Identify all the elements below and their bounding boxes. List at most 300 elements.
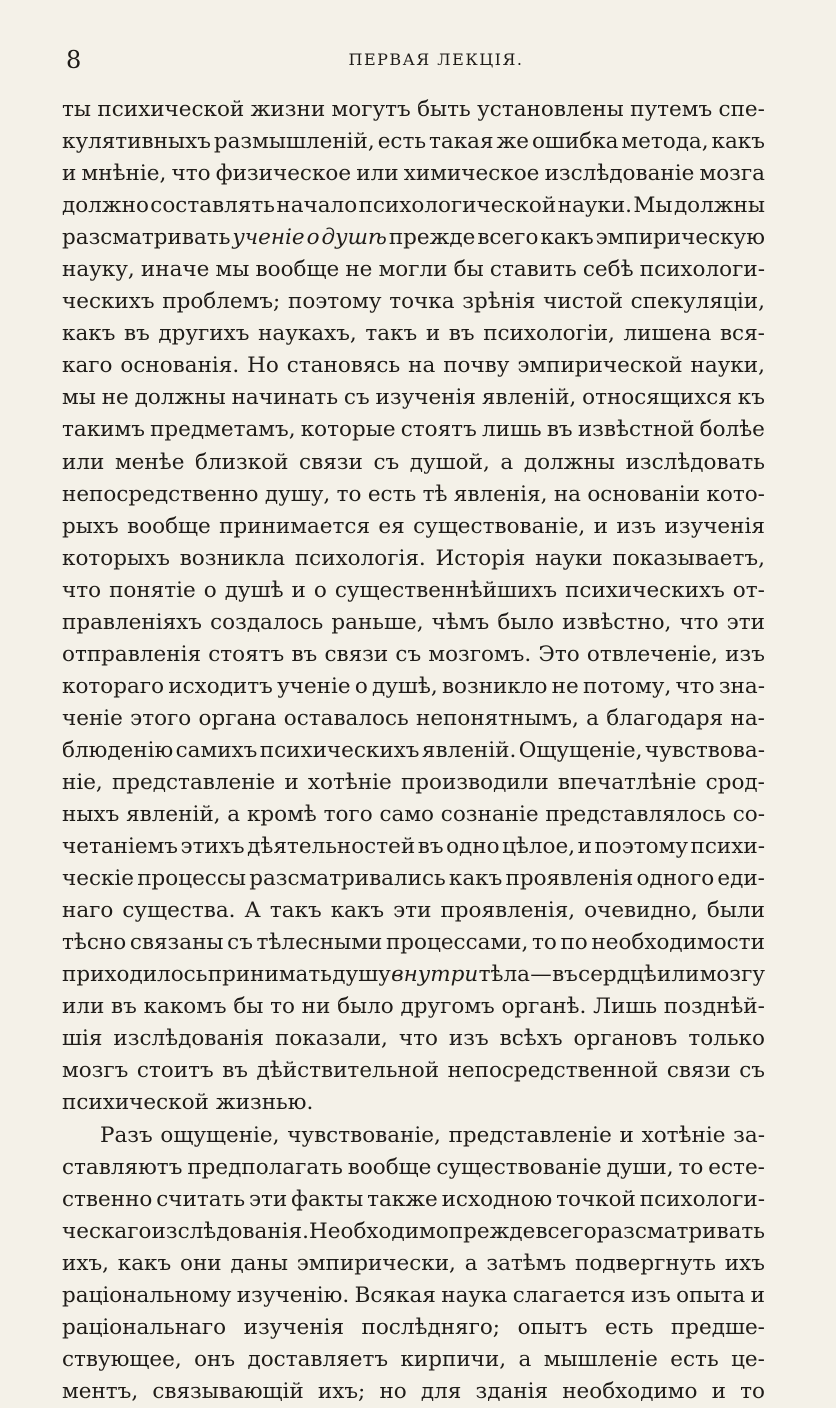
text-line [62, 479, 765, 511]
word: внутри [391, 962, 479, 988]
text-line [62, 1152, 765, 1184]
word: изслѣдовать [625, 449, 765, 475]
word: точка [389, 289, 455, 315]
word: душу, [264, 481, 331, 507]
text-line [62, 190, 765, 222]
word: зданія [475, 1378, 549, 1404]
word: что [398, 1026, 438, 1052]
word: прежде [448, 1218, 536, 1244]
text-line [62, 959, 765, 991]
word: бы [233, 994, 264, 1020]
word: ошибка [531, 129, 619, 155]
word: зрѣнія [462, 289, 536, 315]
word: впечатлѣніе [557, 769, 697, 795]
word: существеннѣйшихъ [334, 577, 558, 603]
word: ніе, [62, 769, 103, 795]
word: а [518, 1346, 532, 1372]
word: ментъ, [62, 1378, 139, 1404]
word: изслѣдованія. [151, 1218, 309, 1244]
word: точкой [556, 1186, 636, 1212]
word: создалось [210, 609, 324, 635]
word: ченіе [62, 705, 123, 731]
word: на [408, 353, 436, 379]
word: должны [523, 449, 615, 475]
word: относящихся [582, 385, 732, 411]
word: за- [733, 1122, 765, 1148]
word: или [62, 449, 105, 475]
word: связаны [129, 930, 224, 956]
word: по [560, 930, 588, 956]
word: менѣе [114, 449, 185, 475]
word: ты [62, 97, 92, 122]
word: души, [606, 1154, 674, 1180]
text-line [62, 1120, 765, 1152]
word: также [367, 1186, 438, 1212]
word: Всякая [354, 1282, 436, 1308]
word: то [270, 994, 295, 1020]
word: размышленій, [213, 129, 375, 155]
word: связи [666, 1058, 731, 1084]
word: какъ [330, 898, 385, 924]
word: органѣ. [501, 994, 587, 1020]
word: доставляетъ [247, 1346, 389, 1372]
word: отправленія [62, 641, 202, 667]
word: Необходимо [309, 1218, 449, 1244]
word: подвергнуть [575, 1250, 716, 1276]
word: а [500, 449, 514, 475]
word: какомъ [143, 994, 227, 1020]
word: ощущеніе, [160, 1122, 280, 1148]
word: затѣмъ [486, 1250, 567, 1276]
word: химическое [403, 161, 540, 187]
word: и [619, 1122, 634, 1148]
word: вообще [255, 257, 340, 283]
word: о [354, 673, 368, 699]
word: органа [198, 705, 277, 731]
word: изъ [630, 1282, 671, 1308]
word: науки [535, 545, 603, 571]
text-line [62, 927, 765, 959]
word: изученія [375, 385, 476, 411]
word: сердцѣ [578, 962, 657, 988]
word: основанія. [120, 353, 240, 379]
word: было [337, 994, 394, 1020]
text-line [62, 126, 765, 158]
word: такъ [365, 321, 418, 347]
word: представленіе [448, 1122, 612, 1148]
text-line [62, 1184, 765, 1216]
word: метода, [621, 129, 709, 155]
word: о [203, 577, 217, 603]
word: понятіе [109, 577, 196, 603]
word: психической [62, 1090, 209, 1116]
word: раціональному [62, 1282, 232, 1308]
word: есть [367, 481, 417, 507]
word: отвлеченіе, [586, 641, 718, 667]
word: предше- [670, 1314, 765, 1340]
word: какъ [711, 129, 765, 155]
word: такая [429, 129, 494, 155]
text-line [62, 1344, 765, 1376]
word: въ [111, 994, 137, 1020]
word: въ [448, 321, 475, 347]
word: возникло [441, 673, 548, 699]
text-line [62, 863, 765, 895]
word: для [420, 1378, 462, 1404]
word: были [706, 898, 765, 924]
text-line [62, 382, 765, 414]
word: производили [400, 769, 549, 795]
word: раціональнаго [62, 1314, 227, 1340]
word: такимъ [62, 417, 145, 443]
word: стоятъ [400, 417, 477, 443]
word: факты [291, 1186, 364, 1212]
word: физическое [215, 161, 352, 187]
word: что [62, 577, 102, 603]
text-line [62, 607, 765, 639]
word: Разъ [100, 1122, 153, 1148]
word: чувствованіе, [287, 1122, 441, 1148]
word: исходитъ [168, 673, 273, 699]
word: иначе [140, 257, 210, 283]
word: какъ [448, 866, 503, 892]
word: раньше, [331, 609, 424, 635]
word: есть [670, 1346, 719, 1372]
word: не [101, 385, 129, 411]
word: потому, [582, 673, 672, 699]
word: даны [230, 1250, 288, 1276]
word: а [227, 802, 241, 828]
word: одного [636, 866, 715, 892]
word: вообще [127, 513, 211, 539]
word: Но [247, 353, 279, 379]
word: ихъ, [62, 1250, 109, 1276]
word: спекуляціи, [630, 289, 765, 315]
running-head: ПЕРВАЯ ЛЕКЦІЯ. [348, 50, 524, 69]
word: эмпирическую [595, 225, 765, 251]
word: и [593, 513, 608, 539]
text-line [62, 1376, 765, 1408]
word: показали, [274, 1026, 388, 1052]
word: связывающій [152, 1378, 304, 1404]
word: только [688, 1026, 765, 1052]
word: о [306, 225, 320, 251]
text-line [62, 895, 765, 927]
word: основаніи [587, 481, 701, 507]
word: сознаніе [440, 802, 539, 828]
word: котораго [62, 673, 165, 699]
word: послѣдняго; [361, 1314, 501, 1340]
word: они [180, 1250, 222, 1276]
text-line [62, 511, 765, 543]
text-line [62, 735, 765, 767]
word: явленій, [126, 802, 221, 828]
word: представлялось [545, 802, 726, 828]
word: извѣстно, [562, 609, 672, 635]
word: изъ [725, 641, 765, 667]
word: бы [453, 257, 484, 283]
word: эмпирически, [296, 1250, 456, 1276]
word: въ [291, 641, 318, 667]
word: съ [373, 449, 400, 475]
word: разсматривать [62, 225, 231, 251]
word: проблемъ; [162, 289, 281, 315]
text-line [62, 254, 765, 286]
word: существованіе, [413, 513, 586, 539]
text-line [62, 1087, 765, 1119]
word: психологіи, [483, 321, 615, 347]
word: въ [222, 1058, 248, 1084]
word: что [679, 609, 719, 635]
word: какъ [117, 1250, 172, 1276]
word: и [284, 769, 299, 795]
word: близкой [195, 449, 289, 475]
word: которые [300, 417, 396, 443]
word: явленій. [421, 737, 517, 763]
word: — [530, 962, 552, 988]
word: есте- [708, 1154, 765, 1180]
word: мозгъ [62, 1058, 129, 1084]
word: извѣстной [577, 417, 695, 443]
word: ни [301, 994, 331, 1020]
word: тѣ [422, 481, 448, 507]
text-line [62, 1312, 765, 1344]
word: установлены [477, 97, 624, 122]
word: науки, [690, 353, 765, 379]
word: а [586, 705, 599, 731]
word: этого [130, 705, 192, 731]
word: тѣла [478, 962, 530, 988]
text-line [62, 1280, 765, 1312]
word: необходимости [591, 930, 765, 956]
word: лишена [623, 321, 712, 347]
word: того [323, 802, 373, 828]
word: поэтому [594, 834, 688, 860]
word: ственно [62, 1186, 153, 1212]
word: душѣ [321, 225, 387, 251]
text-line [62, 222, 765, 254]
word: такъ [269, 898, 322, 924]
word: представленіе [111, 769, 276, 795]
word: ставляютъ [62, 1154, 183, 1180]
word: душѣ, [372, 673, 438, 699]
word: становясь [286, 353, 401, 379]
word: прежде [388, 225, 476, 251]
word: разсматривать [596, 1218, 765, 1244]
word: не [345, 257, 373, 283]
word: предполагать [187, 1154, 343, 1180]
word: поэтому [287, 289, 382, 315]
word: эмпирической [517, 353, 683, 379]
text-line [62, 799, 765, 831]
word: ставить [489, 257, 577, 283]
word: изслѣдованіе [544, 161, 695, 187]
word: быть [417, 97, 471, 122]
word: очевидно, [584, 898, 698, 924]
text-line [62, 1055, 765, 1087]
word: этихъ [180, 834, 245, 860]
word: что [171, 161, 211, 187]
word: ученіе [277, 673, 351, 699]
word: то [678, 1154, 704, 1180]
word: всего [477, 225, 539, 251]
word: а [464, 1250, 478, 1276]
word: которыхъ [62, 545, 170, 571]
word: всего [535, 1218, 597, 1244]
word: эти [393, 898, 432, 924]
word: изученія [664, 513, 765, 539]
word: въ [552, 962, 578, 988]
text-line [62, 639, 765, 671]
word: само [379, 802, 434, 828]
word: зна- [718, 673, 765, 699]
word: всѣхъ [499, 1026, 563, 1052]
word: но [379, 1378, 407, 1404]
word: Исторія [435, 545, 526, 571]
text-line [62, 414, 765, 446]
word: и [750, 1282, 765, 1308]
word: мозгомъ. [428, 641, 532, 667]
word: стоятъ [208, 641, 285, 667]
text-line [62, 991, 765, 1023]
word: еди- [717, 866, 765, 892]
word: психологи- [639, 1186, 765, 1212]
word: науку, [62, 257, 135, 283]
word: психологія. [294, 545, 426, 571]
word: съ [343, 385, 370, 411]
word: ствующее, [62, 1346, 182, 1372]
word: и [425, 321, 441, 347]
text-line [62, 767, 765, 799]
text-line [62, 1216, 765, 1248]
word: исходною [441, 1186, 553, 1212]
word: наука [441, 1282, 508, 1308]
word: изученію. [236, 1282, 350, 1308]
word: дѣятельностей [247, 834, 416, 860]
word: существа. [122, 898, 236, 924]
word: ученіе [232, 225, 305, 251]
word: возникла [179, 545, 286, 571]
word: чѣмъ [431, 609, 490, 635]
word: о [313, 577, 327, 603]
word: спе- [718, 97, 765, 122]
word: какъ [540, 225, 594, 251]
word: какъ [62, 321, 116, 347]
word: психологической [358, 193, 557, 219]
word: кулятивныхъ [62, 129, 211, 155]
word: душу [332, 962, 391, 988]
word: считать [156, 1186, 246, 1212]
word: лишь [481, 417, 542, 443]
word: мозгу [699, 962, 765, 988]
word: проявленія [505, 866, 634, 892]
word: въ [123, 321, 150, 347]
word: или [657, 962, 700, 988]
word: должны [673, 193, 765, 219]
word: предметамъ, [150, 417, 296, 443]
word: путемъ [630, 97, 713, 122]
word: могли [378, 257, 448, 283]
word: въ [546, 417, 573, 443]
word: дѣйствительной [256, 1058, 440, 1084]
word: то [531, 930, 557, 956]
word: ческихъ [62, 289, 155, 315]
word: стоитъ [136, 1058, 214, 1084]
word: кото- [706, 481, 765, 507]
word: ея [378, 513, 405, 539]
word: наукахъ, [258, 321, 357, 347]
word: могутъ [331, 97, 411, 122]
word: самихъ [175, 737, 258, 763]
text-line [62, 1023, 765, 1055]
text-line [62, 350, 765, 382]
word: тѣсно [62, 930, 127, 956]
word: принимается [219, 513, 371, 539]
word: изслѣдованія [113, 1026, 265, 1052]
word: четаніемъ [62, 834, 178, 860]
word: непонятнымъ, [416, 705, 579, 731]
word: психической [97, 97, 245, 122]
word: ныхъ [62, 802, 120, 828]
word: кирпичи, [400, 1346, 507, 1372]
word: чувствова- [644, 737, 765, 763]
body-text [62, 94, 765, 1408]
word: въ [417, 834, 444, 860]
word: проявленія, [440, 898, 576, 924]
word: должно [62, 193, 149, 219]
word: психи- [690, 834, 765, 860]
word: от- [732, 577, 765, 603]
word: и [577, 834, 592, 860]
word: необходимо [562, 1378, 698, 1404]
word: тѣлесными [256, 930, 383, 956]
word: на [553, 481, 581, 507]
word: хотѣніе [307, 769, 392, 795]
word: къ [737, 385, 765, 411]
word: со- [732, 802, 765, 828]
text-line [62, 831, 765, 863]
word: це- [731, 1346, 765, 1372]
text-line [62, 447, 765, 479]
word: начинать [231, 385, 339, 411]
word: мышленіе [543, 1346, 658, 1372]
word: другихъ [158, 321, 250, 347]
text-line [62, 286, 765, 318]
word: органовъ [573, 1026, 678, 1052]
word: мозга [699, 161, 765, 187]
word: Это [538, 641, 580, 667]
word: то [336, 481, 362, 507]
word: цѣлое, [502, 834, 576, 860]
word: съ [227, 930, 253, 956]
word: непосредственно [62, 481, 259, 507]
word: душѣ [224, 577, 284, 603]
word: хотѣніе [641, 1122, 726, 1148]
word: принимать [207, 962, 332, 988]
word: съ [395, 641, 422, 667]
word: мы [62, 385, 96, 411]
word: жизнью. [215, 1090, 314, 1116]
text-line [62, 703, 765, 735]
word: душой, [409, 449, 490, 475]
text-line [62, 575, 765, 607]
word: процессы [137, 866, 246, 892]
word: вообще [347, 1154, 432, 1180]
word: блюденію [62, 737, 174, 763]
word: срод- [705, 769, 765, 795]
word: мы [215, 257, 250, 283]
word: непосредственной [447, 1058, 659, 1084]
